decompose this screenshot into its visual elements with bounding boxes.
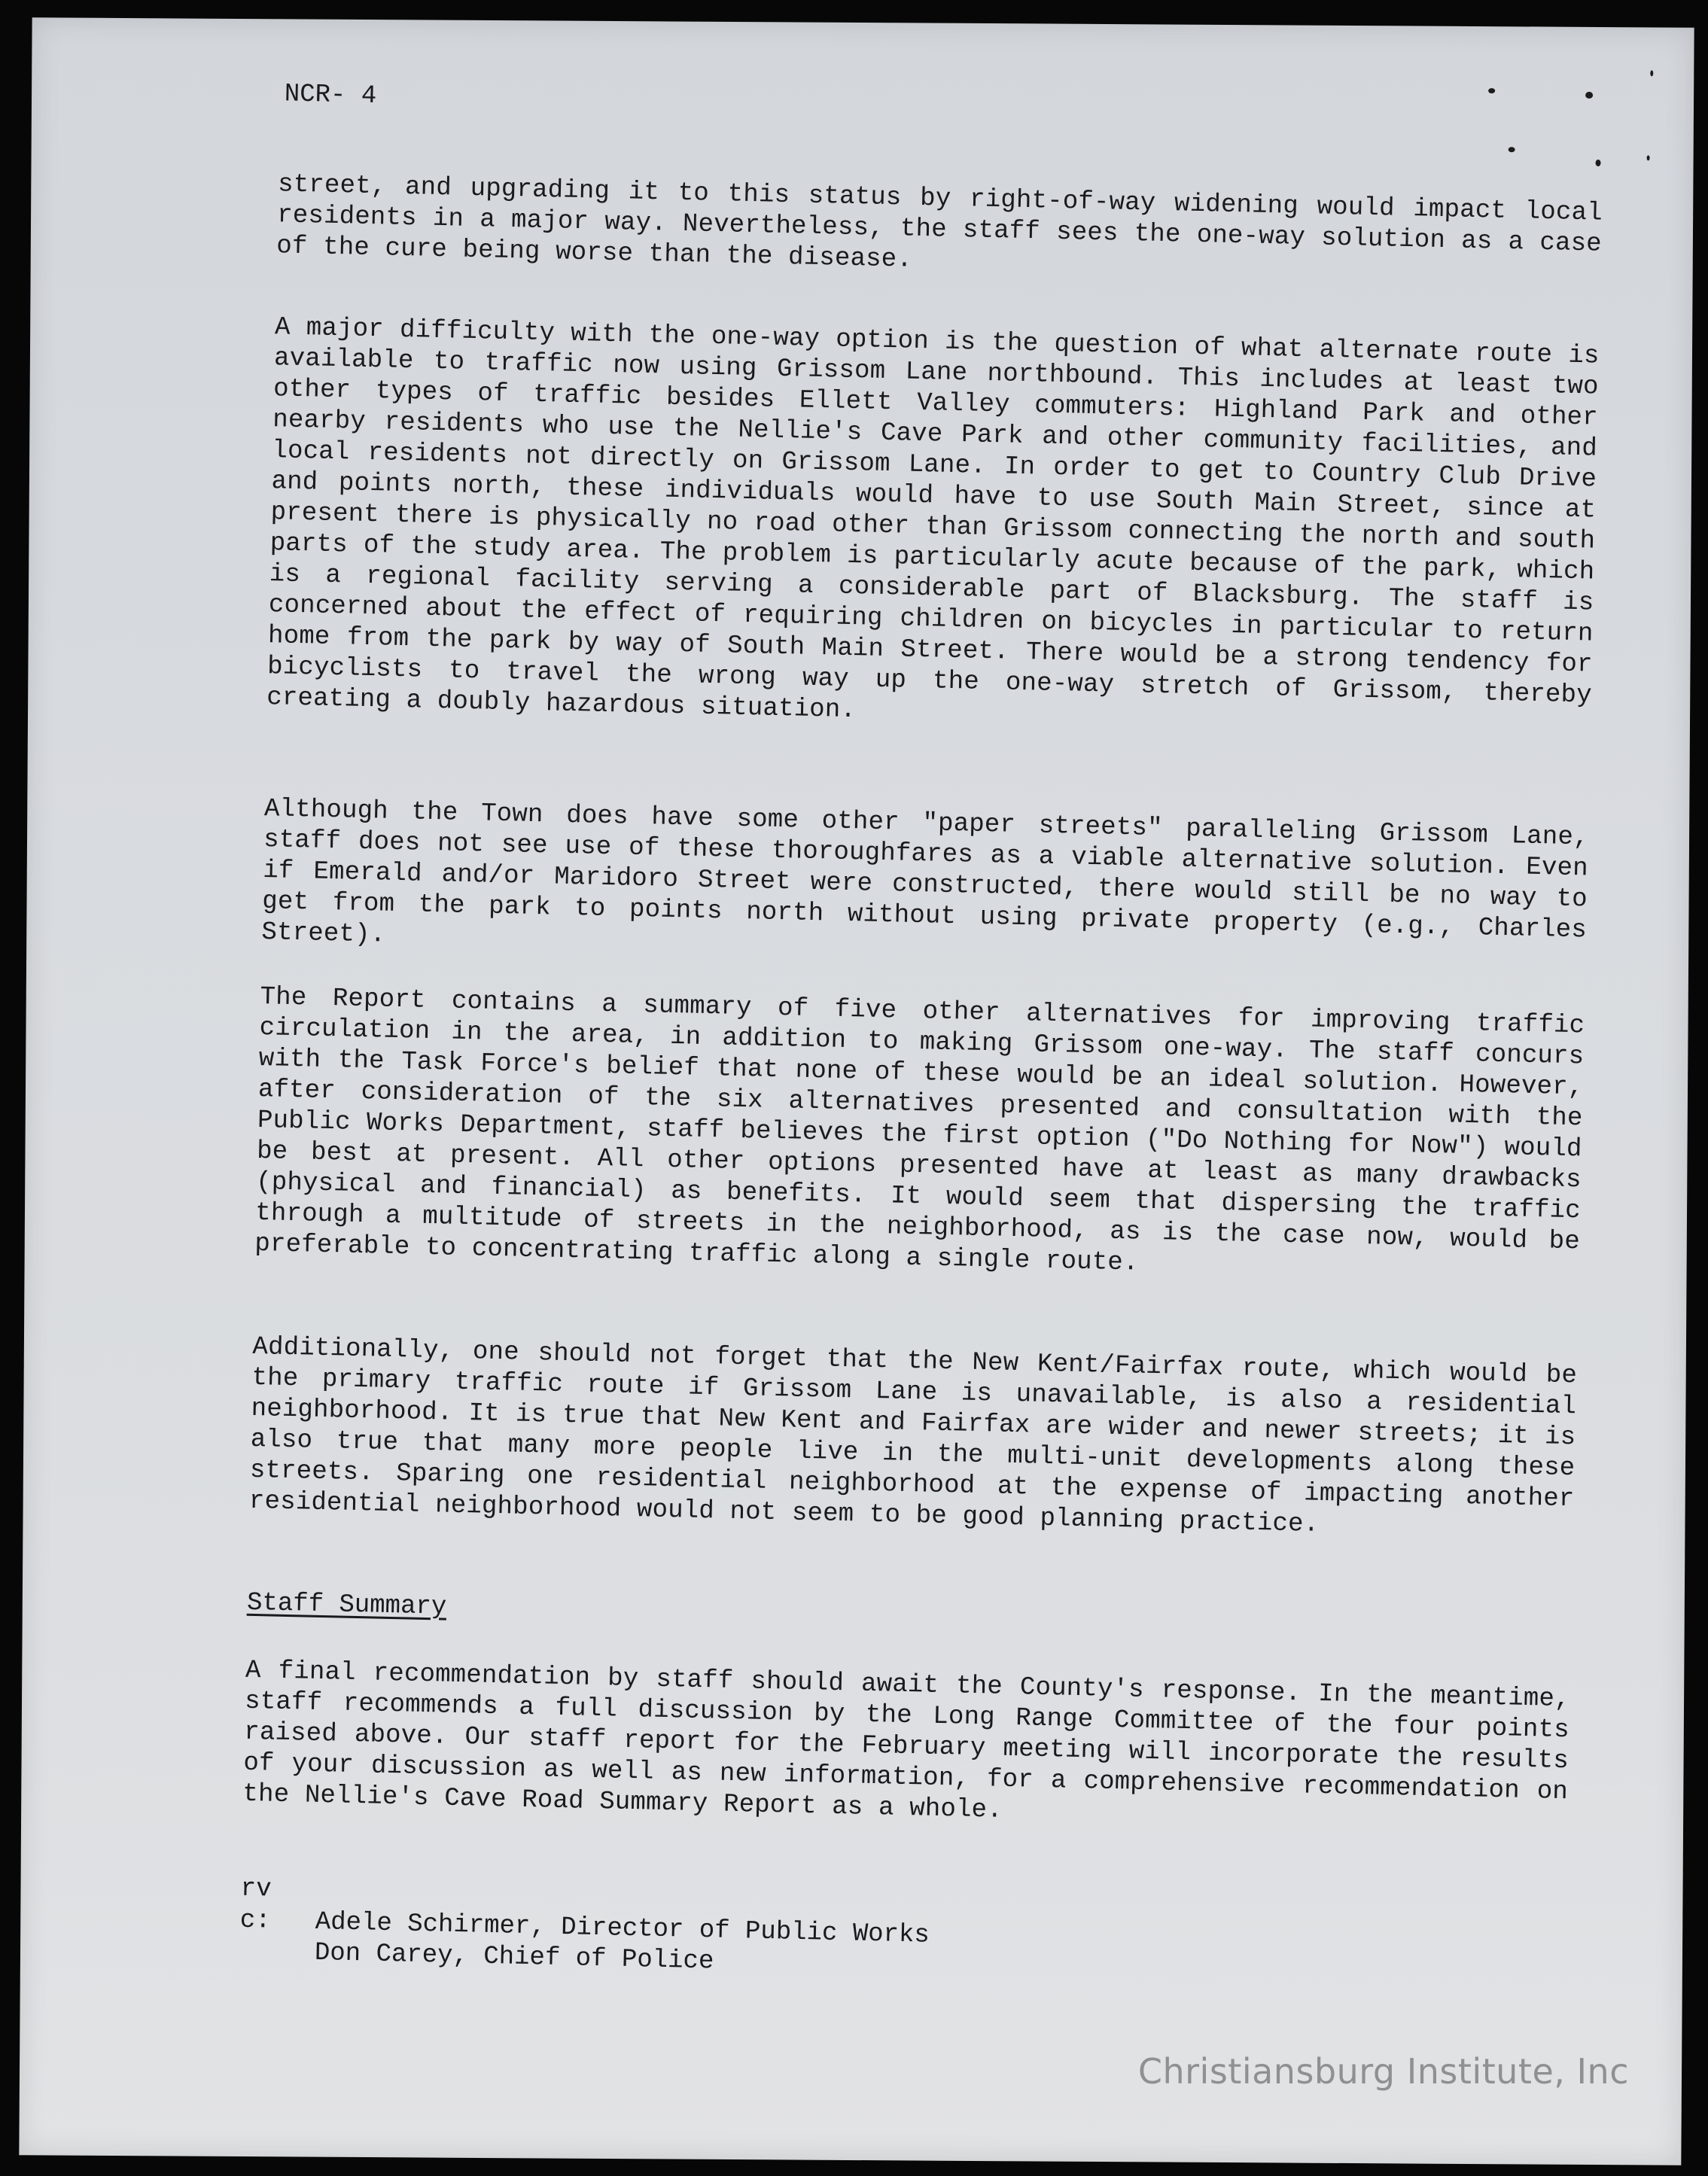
paragraph-alternate-route: A major difficulty with the one-way option is the question of what alternate route is available to traffic now using Grissom Lane northbound. This includes at least two other types of traffic besides Ellett Valley commuters: Highland Park and other nearby residents who use the Nellie's Cave Park and other community facilities, and local residents not directly on Grissom Lane. In order to get to Country Club Drive and points north, these individuals would have to use South Main Street, since at present there is physically no road other than Grissom connecting the north and south parts of the study area. The problem is particularly acute because of the park, which is a regional facility serving a considerable part of Blacksburg. The staff is concerned about the effect of requiring children on bicycles in particular to return home from the park by way of South Main Street. There would be a strong tendency for bicyclists to travel the wrong way up the one-way stretch of Grissom, thereby creating a doubly hazardous situation.: [266, 313, 1600, 726]
staff-summary-heading: Staff Summary: [246, 1588, 447, 1622]
speck-mark: [1647, 155, 1650, 160]
speck-mark: [1585, 92, 1593, 99]
paragraph-alternatives: The Report contains a summary of five other alternatives for improving traffic circulation in the area, in addition to making Grissom one-way. The staff concurs with the Task Force's belief that none of these would be an ideal solution. However, after consideration of the six alternatives presented and consultation with the Public Works Department, staff believes the first option ("Do Nothing for Now") would be best at present. All other options presented have at least as many drawbacks (physical and financial) as benefits. It would seem that dispersing the traffic through a multitude of streets in the neighborhood, as is the case now, would be preferable to concentrating traffic along a single route.: [254, 983, 1585, 1278]
cc-recipient-list: [314, 1907, 930, 1983]
watermark-text: Christiansburg Institute, Inc: [1137, 2051, 1629, 2092]
cc-label: c:: [239, 1906, 272, 1936]
speck-mark: [1596, 160, 1601, 166]
page-label: NCR- 4: [284, 80, 377, 111]
document-body: [239, 79, 1605, 1977]
staff-summary-paragraph: A final recommendation by staff should await the County's response. In the meantime, staff recommends a full discussion by the Long Range Committee of the four points raised above. Our staff report for the February meeting will incorporate the results of your discussion as well as new information, for a comprehensive recommendation on the Nellie's Cave Road Summary Report as a whole.: [242, 1656, 1571, 1825]
document-page: [19, 17, 1694, 2165]
paragraph-paper-streets: Although the Town does have some other "paper streets" paralleling Grissom Lane, staff does not see use of these thoroughfares as a viable alternative solution. Even if Emerald and/or Maridoro Street were constructed, there would still be no way to get from the park to points north without using private property (e.g., Charles Street).: [261, 795, 1590, 950]
cc-recipient: Adele Schirmer, Director of Public Works: [315, 1907, 930, 1950]
typist-initials: rv: [240, 1874, 272, 1904]
paragraph-continuation: street, and upgrading it to this status by right-of-way widening would impact local residents in a major way. Nevertheless, the staff sees the one-way solution as a case of the cure being worse than the disease.: [276, 170, 1603, 275]
paragraph-new-kent-fairfax: Additionally, one should not forget that the New Kent/Fairfax route, which would be the primary traffic route if Grissom Lane is unavailable, is also a residential neighborhood. It is true that New Kent and Fairfax are wider and newer streets; it is also true that many more people live in the multi-unit developments along these streets. Sparing one residential neighborhood at the expense of impacting another residential neighborhood would not seem to be good planning practice.: [248, 1332, 1578, 1539]
cc-recipient: Don Carey, Chief of Police: [314, 1938, 714, 1977]
speck-mark: [1509, 147, 1515, 152]
speck-mark: [1488, 88, 1495, 93]
speck-mark: [1650, 70, 1653, 76]
